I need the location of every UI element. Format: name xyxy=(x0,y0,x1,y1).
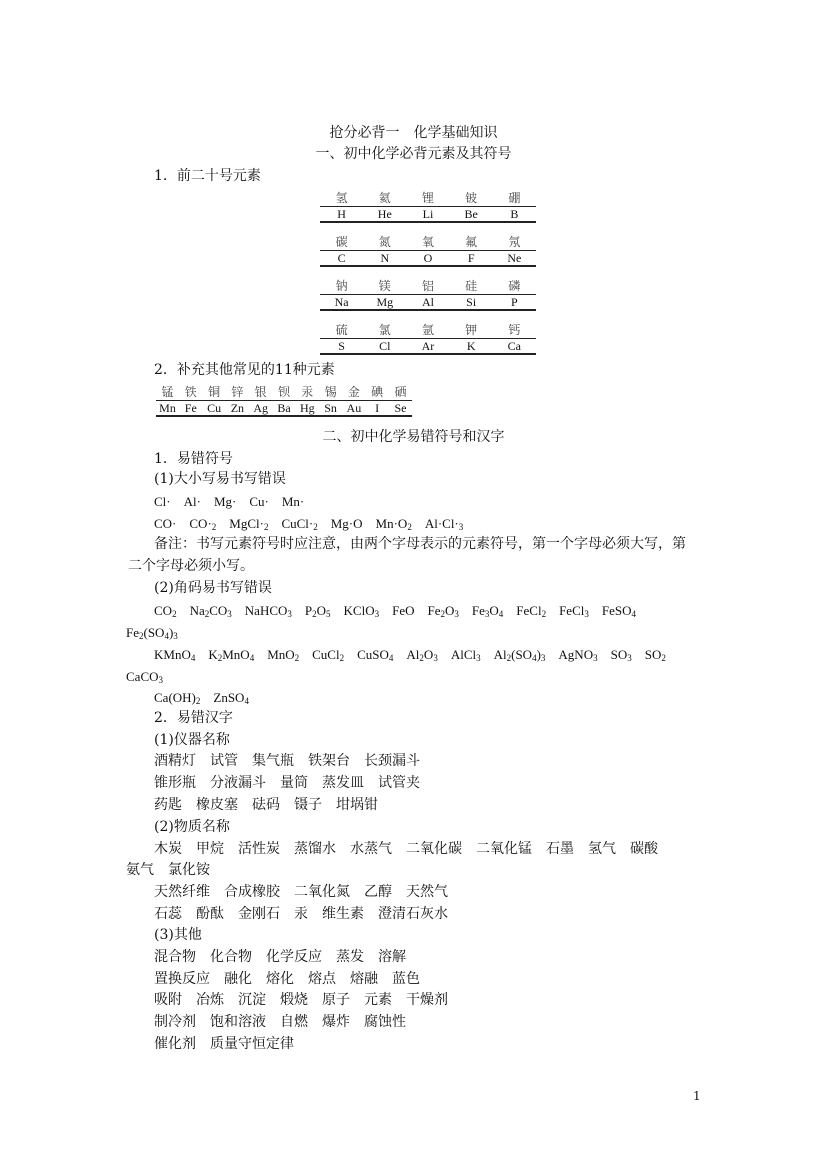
element-row: 钠 镁 铝 硅 磷 Na Mg Al Si P xyxy=(320,278,536,322)
other-line1: 混合物 化合物 化学反应 蒸发 溶解 xyxy=(154,949,406,965)
section1-item1: 1．前二十号元素 xyxy=(154,168,261,184)
substances-line3: 天然纤维 合成橡胶 二氧化氮 乙醇 天然气 xyxy=(154,884,448,900)
section1-item2: 2．补充其他常见的11种元素 xyxy=(154,362,335,378)
case-line2: CO· $CO\cdot_2$ $MgCl\cdot_2$ $CuCl\cdot_2$ Mg·O $Mn\cdot O_2$ $Al\cdot Cl\cdot_3$ xyxy=(154,516,464,532)
section2-item2: 2．易错汉字 xyxy=(154,710,233,726)
other-line4: 制冷剂 饱和溶液 自燃 爆炸 腐蚀性 xyxy=(154,1014,406,1030)
other-elements-table: 锰 铁 铜 锌 银 钡 汞 锡 金 碘 硒 Mn Fe Cu Zn Ag Ba Hg Sn Au I Se xyxy=(156,384,412,417)
formula-line2: $Fe_2(SO_4)_3$ xyxy=(126,625,178,641)
case-line1: Cl· Al· Mg· Cu· Mn· xyxy=(154,494,305,509)
sub-heading-instruments: (1)仪器名称 xyxy=(154,732,230,748)
formula-line3: KMnO$_4$ $K_2MnO_4$ MnO$_2$ CuCl$_2$ CuSO$_4$ $Al_2O_3$ AlCl$_3$ $Al_2(SO_4)_3$ AgNO$_3$ $SO_3$ $SO_2$ xyxy=(154,647,666,663)
section2-heading: 二、初中化学易错符号和汉字 xyxy=(322,429,505,445)
page-title: 抢分必背一 化学基础知识 xyxy=(329,125,498,141)
substances-line4: 石蕊 酚酞 金刚石 汞 维生素 澄清石灰水 xyxy=(154,906,448,922)
instruments-line1: 酒精灯 试管 集气瓶 铁架台 长颈漏斗 xyxy=(154,753,420,769)
page-number: 1 xyxy=(693,1089,701,1103)
sub-heading-case: (1)大小写易书写错误 xyxy=(154,471,286,487)
formula-line1: $CO_2$ $Na_2CO_3$ NaHCO$_3$ $P_2O_5$ KClO$_3$ FeO $Fe_2O_3$ $Fe_3O_4$ FeCl$_2$ FeCl$_3$ FeSO$_4$ xyxy=(154,603,636,619)
substances-line2: 氨气 氯化铵 xyxy=(126,862,210,878)
element-row: 氢 氦 锂 铍 硼 H He Li Be B xyxy=(320,190,536,234)
element-row: 碳 氮 氧 氟 氖 C N O F Ne xyxy=(320,234,536,278)
section1-heading: 一、初中化学必背元素及其符号 xyxy=(315,146,512,162)
other-line3: 吸附 冶炼 沉淀 煅烧 原子 元素 干燥剂 xyxy=(154,992,448,1008)
note-line2: 二个字母必须小写。 xyxy=(128,558,254,574)
sub-heading-subscript: (2)角码易书写错误 xyxy=(154,580,272,596)
section2-item1: 1．易错符号 xyxy=(154,451,233,467)
instruments-line3: 药匙 橡皮塞 砝码 镊子 坩埚钳 xyxy=(154,797,378,813)
formula-line5: $Ca(OH)_2$ ZnSO$_4$ xyxy=(154,690,249,706)
other-line2: 置换反应 融化 熔化 熔点 熔融 蓝色 xyxy=(154,971,420,987)
note-line1: 备注：书写元素符号时应注意，由两个字母表示的元素符号，第一个字母必须大写，第 xyxy=(154,536,686,552)
substances-line1: 木炭 甲烷 活性炭 蒸馏水 水蒸气 二氧化碳 二氧化锰 石墨 氢气 碳酸 xyxy=(154,841,658,857)
sub-heading-substances: (2)物质名称 xyxy=(154,819,230,835)
instruments-line2: 锥形瓶 分液漏斗 量筒 蒸发皿 试管夹 xyxy=(154,775,420,791)
sub-heading-other: (3)其他 xyxy=(154,927,202,943)
other-line5: 催化剂 质量守恒定律 xyxy=(154,1036,294,1052)
element-row: 硫 氯 氩 钾 钙 S Cl Ar K Ca xyxy=(320,322,536,366)
element-table xyxy=(320,190,536,366)
formula-line4: CaCO$_3$ xyxy=(126,669,163,685)
